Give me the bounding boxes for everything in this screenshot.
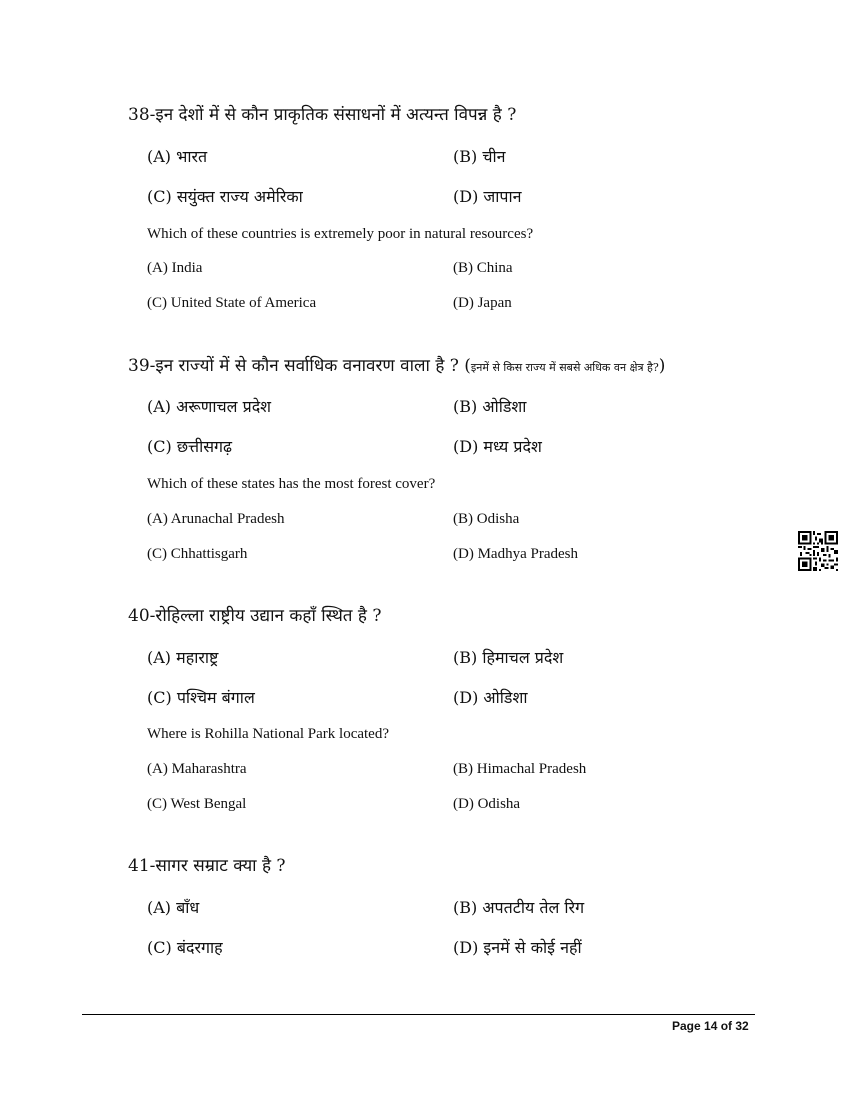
q38-option-b: (B) China <box>453 260 513 276</box>
q41-hindi-option-b: (B) अपतटीय तेल रिग <box>453 898 585 917</box>
q40-hindi-option-d: (D) ओडिशा <box>453 688 528 707</box>
q40-hindi-option-c: (C) पश्चिम बंगाल <box>147 688 255 707</box>
q39-option-c: (C) Chhattisgarh <box>147 546 248 562</box>
q38-hindi-option-b: (B) चीन <box>453 147 506 166</box>
question-38-english: Which of these countries is extremely poor in natural resources? <box>147 226 534 242</box>
q38-hindi-option-d: (D) जापान <box>453 187 522 206</box>
q38-option-c: (C) United State of America <box>147 295 317 311</box>
q39-option-b: (B) Odisha <box>453 511 520 527</box>
question-40-english: Where is Rohilla National Park located? <box>147 726 389 742</box>
q40-option-d: (D) Odisha <box>453 796 521 812</box>
question-39-hindi-text: 39-इन राज्यों में से कौन सर्वाधिक वनावरण वाला है ? ( <box>128 356 471 376</box>
q41-hindi-option-d: (D) इनमें से कोई नहीं <box>453 938 582 957</box>
q39-option-d: (D) Madhya Pradesh <box>453 546 578 562</box>
q38-option-d: (D) Japan <box>453 295 512 311</box>
q39-hindi-option-c: (C) छत्तीसगढ़ <box>147 437 233 456</box>
q40-option-a: (A) Maharashtra <box>147 761 247 777</box>
question-40-hindi: 40-रोहिल्ला राष्ट्रीय उद्यान कहाँ स्थित है ? <box>128 606 382 626</box>
q40-hindi-option-b: (B) हिमाचल प्रदेश <box>453 648 564 667</box>
q39-option-a: (A) Arunachal Pradesh <box>147 511 285 527</box>
q41-hindi-option-c: (C) बंदरगाह <box>147 938 223 957</box>
q40-option-b: (B) Himachal Pradesh <box>453 761 587 777</box>
q38-hindi-option-c: (C) सयुंक्त राज्य अमेरिका <box>147 187 303 206</box>
page-number: Page 14 of 32 <box>672 1019 749 1033</box>
q38-hindi-option-a: (A) भारत <box>147 147 208 166</box>
q39-hindi-option-b: (B) ओडिशा <box>453 397 527 416</box>
question-39-hindi-note: इनमें से किस राज्य में सबसे अधिक वन क्षेत्र है? <box>470 361 659 374</box>
question-39-english: Which of these states has the most forest cover? <box>147 476 436 492</box>
q41-hindi-option-a: (A) बाँध <box>147 898 200 917</box>
question-41-hindi: 41-सागर सम्राट क्या है ? <box>128 856 286 876</box>
footer-divider <box>82 1014 755 1015</box>
q39-hindi-option-d: (D) मध्य प्रदेश <box>453 437 542 456</box>
q39-hindi-option-a: (A) अरूणाचल प्रदेश <box>147 397 272 416</box>
q40-hindi-option-a: (A) महाराष्ट्र <box>147 648 219 667</box>
question-39-hindi-close: ) <box>658 356 666 376</box>
q40-option-c: (C) West Bengal <box>147 796 247 812</box>
question-39-hindi <box>128 353 665 376</box>
q38-option-a: (A) India <box>147 260 203 276</box>
question-38-hindi: 38-इन देशों में से कौन प्राकृतिक संसाधनों में अत्यन्त विपन्न है ? <box>128 105 517 125</box>
qr-code-icon <box>797 531 839 571</box>
